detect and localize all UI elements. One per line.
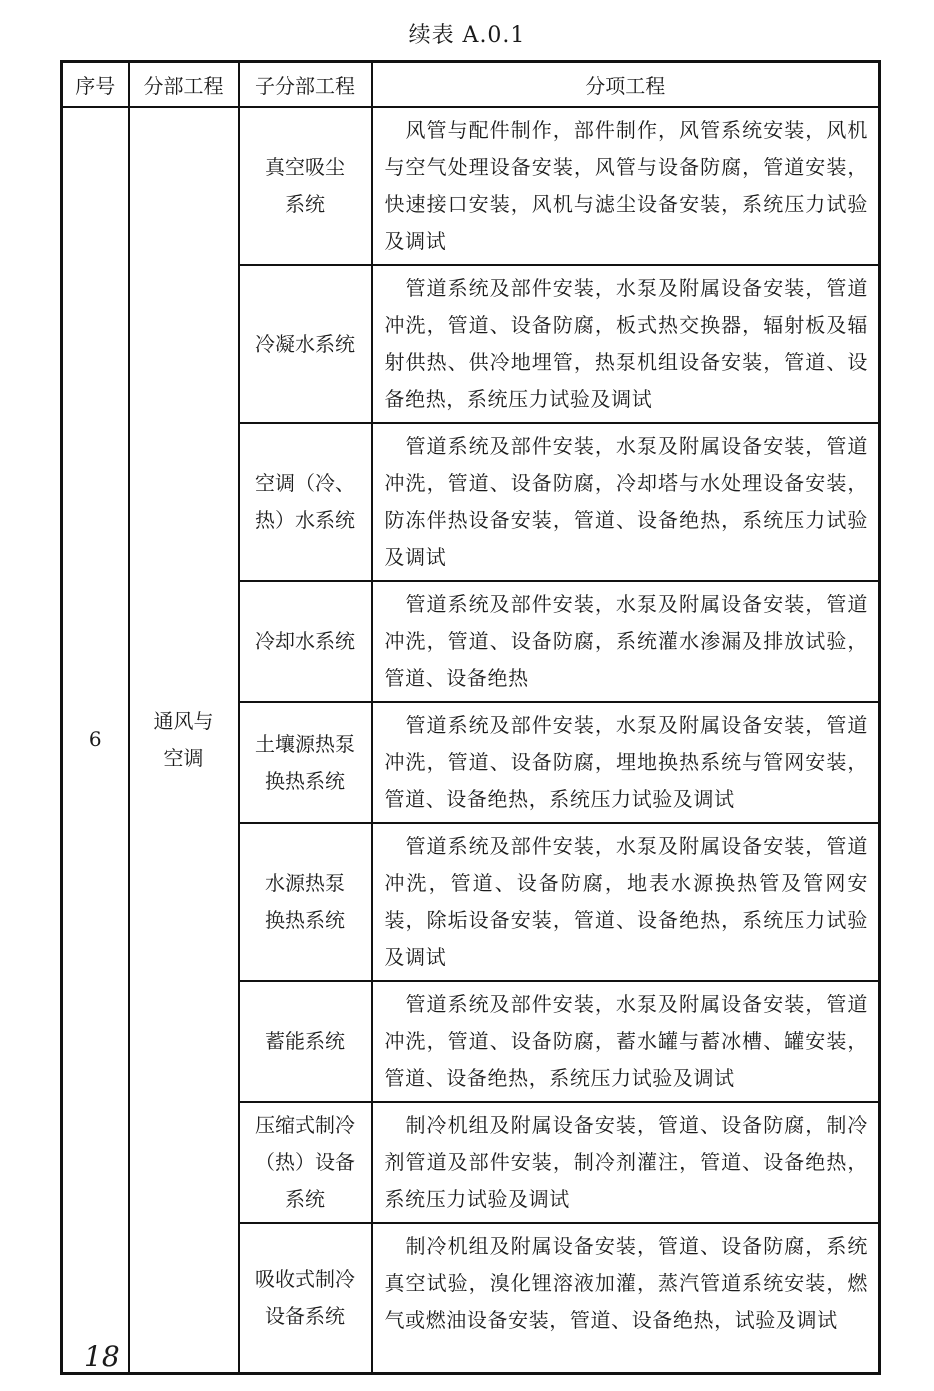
items-cell [372,107,880,265]
table-row [62,107,880,265]
subdivision-line: 吸收式制冷 [255,1266,355,1291]
subdivision-cell [239,1102,372,1223]
header-items: 分项工程 [372,62,880,108]
subdivision-line: 空调（冷、 [255,471,355,495]
items-text: 管道系统及部件安装，水泵及附属设备安装，管道冲洗，管道、设备防腐，冷却塔与水处理设备安装，防冻伴热设备安装，管道、设备绝热，系统压力试验及调试 [384,434,868,569]
items-cell [372,423,880,581]
subdivision-line: 土壤源热泵 [255,731,355,756]
items-cell [372,702,880,823]
subdivision-cell [239,702,372,823]
subdivision-line: 换热系统 [265,768,345,793]
items-cell [372,581,880,702]
subdivision-line: 设备系统 [265,1303,345,1328]
subdivision-cell [239,107,372,265]
items-cell [372,823,880,981]
subdivision-line: 水源热泵 [265,871,345,895]
table-caption: 续表 A.0.1 [408,23,526,48]
items-text: 风管与配件制作，部件制作，风管系统安装，风机与空气处理设备安装，风管与设备防腐，管道安装，快速接口安装，风机与滤尘设备安装，系统压力试验及调试 [384,118,868,253]
items-text: 制冷机组及附属设备安装，管道、设备防腐，系统真空试验，溴化锂溶液加灌，蒸汽管道系统安装，燃气或燃油设备安装，管道、设备绝热，试验及调试 [384,1234,868,1332]
division-line: 通风与 [153,708,214,733]
subdivision-cell [239,265,372,423]
subdivision-cell [239,823,372,981]
subdivision-line: 蓄能系统 [265,1029,345,1053]
table-header-row [62,62,880,108]
items-cell [372,1102,880,1223]
subdivision-line: （热）设备 [255,1150,355,1174]
items-cell [372,1223,880,1373]
subdivision-line: 换热系统 [265,908,345,932]
subdivision-line: 系统 [285,1187,325,1211]
header-division: 分部工程 [129,62,239,108]
page-number: 18 [84,1340,120,1373]
items-cell [372,981,880,1102]
items-text: 管道系统及部件安装，水泵及附属设备安装，管道冲洗，管道、设备防腐，埋地换热系统与管网安装，管道、设备绝热，系统压力试验及调试 [384,713,868,811]
items-text: 管道系统及部件安装，水泵及附属设备安装，管道冲洗，管道、设备防腐，蓄水罐与蓄冰槽、罐安装，管道、设备绝热，系统压力试验及调试 [384,992,868,1090]
subdivision-cell [239,581,372,702]
subdivision-line: 冷却水系统 [255,629,355,653]
subdivision-line: 压缩式制冷 [255,1113,355,1137]
subdivision-line: 热）水系统 [255,508,355,532]
subdivision-line: 系统 [285,192,325,216]
subdivision-cell [239,423,372,581]
subdivision-line: 冷凝水系统 [255,331,355,356]
items-cell [372,265,880,423]
subdivision-line: 真空吸尘 [265,155,345,179]
seq-cell: 6 [62,107,129,1373]
subdivision-cell [239,1223,372,1373]
header-subdivision: 子分部工程 [239,62,372,108]
header-seq: 序号 [62,62,129,108]
items-text: 管道系统及部件安装，水泵及附属设备安装，管道冲洗，管道、设备防腐，板式热交换器，辐射板及辐射供热、供冷地埋管，热泵机组设备安装，管道、设备绝热，系统压力试验及调试 [384,276,868,411]
items-text: 管道系统及部件安装，水泵及附属设备安装，管道冲洗，管道、设备防腐，地表水源换热管及管网安装，除垢设备安装，管道、设备绝热，系统压力试验及调试 [384,834,868,969]
division-cell [129,107,239,1373]
division-line: 空调 [163,745,204,770]
subdivision-cell [239,981,372,1102]
division-table [60,60,881,1375]
items-text: 管道系统及部件安装，水泵及附属设备安装，管道冲洗，管道、设备防腐，系统灌水渗漏及排放试验，管道、设备绝热 [384,592,868,690]
items-text: 制冷机组及附属设备安装，管道、设备防腐，制冷剂管道及部件安装，制冷剂灌注，管道、设备绝热，系统压力试验及调试 [384,1113,868,1211]
